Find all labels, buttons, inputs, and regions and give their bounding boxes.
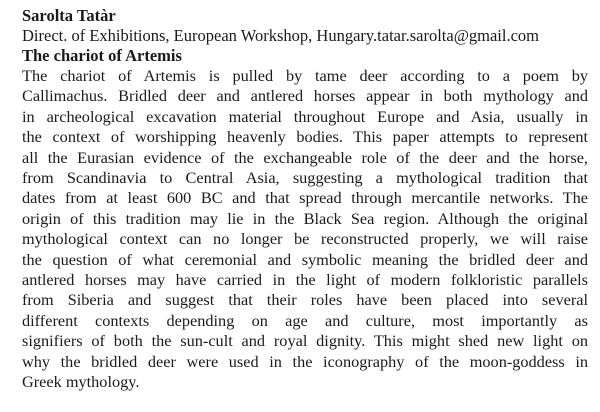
- abstract-line: Greek mythology.: [22, 372, 140, 392]
- abstract-line: origin of this tradition may lie in the Black Sea region. Although the original: [22, 208, 588, 228]
- abstract-line: dates from at least 600 BC and that spread through mercantile networks. The: [22, 188, 588, 208]
- author-name: Sarolta Tatàr: [22, 6, 116, 25]
- abstract-body: [22, 66, 588, 393]
- paper-title: The chariot of Artemis: [22, 46, 182, 65]
- author-affiliation: Direct. of Exhibitions, European Workshop, Hungary.tatar.sarolta@gmail.com: [22, 26, 539, 45]
- abstract-line: signifiers of both the sun-cult and royal dignity. This might shed new light on: [22, 331, 588, 351]
- abstract-line: different contexts depending on age and culture, most importantly as: [22, 310, 588, 330]
- abstract-line: Callimachus. Bridled deer and antlered horses appear in both mythology and: [22, 86, 588, 106]
- abstract-line: in archeological excavation material throughout Europe and Asia, usually in: [22, 106, 588, 126]
- abstract-line: the question of what ceremonial and symbolic meaning the bridled deer and: [22, 249, 588, 269]
- abstract-line: mythological context can no longer be reconstructed properly, we will raise: [22, 229, 588, 249]
- abstract-line: The chariot of Artemis is pulled by tame deer according to a poem by: [22, 66, 588, 85]
- abstract-line: from Scandinavia to Central Asia, suggesting a mythological tradition that: [22, 168, 588, 188]
- abstract-line: all the Eurasian evidence of the exchangeable role of the deer and the horse,: [22, 147, 588, 167]
- abstract-line: antlered horses may have carried in the light of modern folkloristic parallels: [22, 270, 588, 290]
- document-page: [22, 6, 588, 393]
- abstract-line: from Siberia and suggest that their roles have been placed into several: [22, 290, 588, 310]
- abstract-line: the context of worshipping heavenly bodies. This paper attempts to represent: [22, 127, 588, 147]
- abstract-line: why the bridled deer were used in the iconography of the moon-goddess in: [22, 351, 588, 371]
